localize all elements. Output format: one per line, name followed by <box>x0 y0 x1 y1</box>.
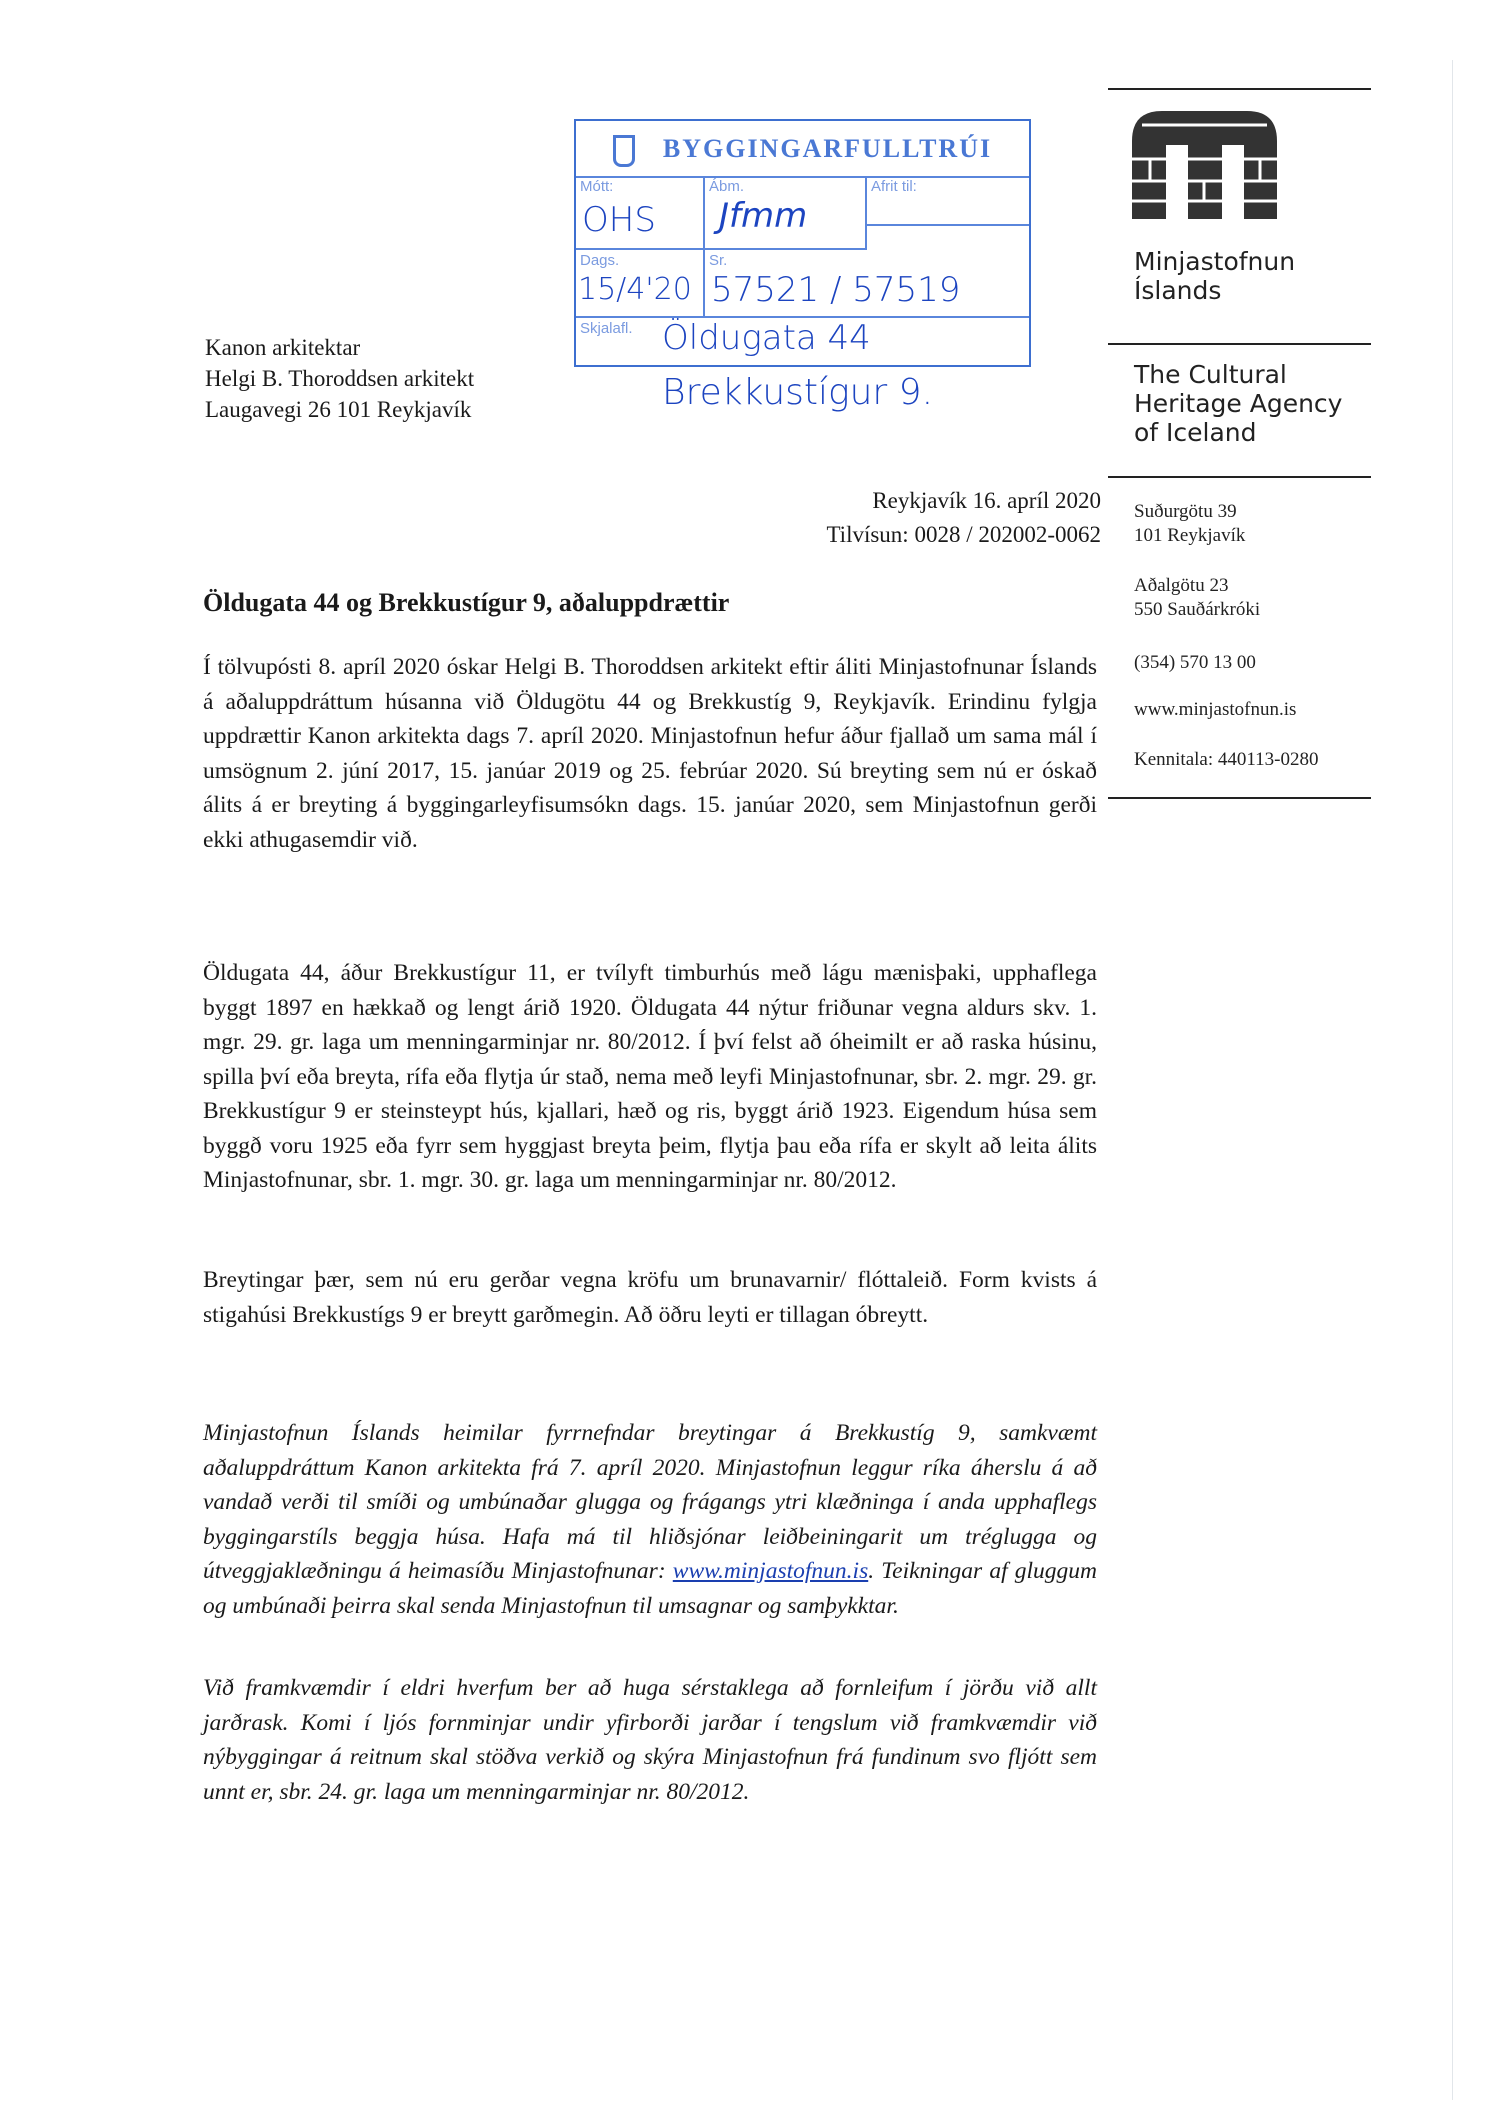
received-stamp <box>574 119 1031 367</box>
shield-icon <box>613 135 635 167</box>
website: www.minjastofnun.is <box>1134 699 1297 720</box>
minjastofnun-logo-icon <box>1132 111 1277 219</box>
stamp-cell-afrit: Afrit til: <box>867 176 1029 226</box>
org-name-icelandic: Minjastofnun Íslands <box>1134 247 1296 305</box>
recipient-address <box>205 332 474 425</box>
handwritten-case-number: 57521 / 57519 <box>711 270 961 310</box>
website-link[interactable]: www.minjastofnun.is <box>672 1558 869 1584</box>
stamp-cell-skjalafl: Skjalafl. Öldugata 44 <box>580 318 871 358</box>
paragraph-4: Minjastofnun Íslands heimilar fyrrnefndar breytingar á Brekkustíg 9, samkvæmt aðaluppdráttum Kanon arkitekta frá 7. apríl 2020. Minjastofnun leggur ríka áherslu á að vandað verði til smíði og umbúnaðar glugga og frágangs ytri klæðninga í anda upphaflegs byggingarstíls beggja húsa. Hafa má til hliðsjónar leiðbeiningarit um tréglugga og útveggjaklæðningu á heimasíðu Minjastofnunar: www.minjastofnun.is. Teikningar af gluggum og umbúnaði þeirra skal senda Minjastofnun til umsagnar og samþykktar. <box>203 1420 1097 1619</box>
stamp-cell-mott: Mótt: OHS <box>576 176 705 250</box>
address-reykjavik: Suðurgötu 39 101 Reykjavík <box>1134 501 1246 546</box>
divider <box>1108 88 1371 90</box>
letter-title: Öldugata 44 og Brekkustígur 9, aðaluppdrættir <box>203 588 730 617</box>
recipient-line: Kanon arkitektar <box>205 335 361 360</box>
handwritten-filing: Öldugata 44 <box>662 318 871 358</box>
kennitala: Kennitala: 440113-0280 <box>1134 749 1319 770</box>
handwritten-mott: OHS <box>582 200 656 240</box>
stamp-cell-abm: Ábm. Jfmm <box>705 176 867 250</box>
scan-edge-line <box>1452 60 1453 2100</box>
paragraph-1: Í tölvupósti 8. apríl 2020 óskar Helgi B. Thoroddsen arkitekt eftir áliti Minjastofnunar Íslands á aðaluppdráttum húsanna við Öldugötu 44 og Brekkustíg 9, Reykjavík. Erindinu fylgja uppdrættir Kanon arkitekta dags 7. apríl 2020. Minjastofnun hefur áður fjallað um sama mál í umsögnum 2. júní 2017, 15. janúar 2019 og 25. febrúar 2020. Sú breyting sem nú er óskað álits á er breyting á byggingarleyfisumsókn dags. 15. janúar 2020, sem Minjastofnun gerði ekki athugasemdir við. <box>203 654 1097 853</box>
stamp-cell-sr: Sr. 57521 / 57519 <box>705 250 1029 318</box>
address-saudarkroki: Aðalgötu 23 550 Sauðárkróki <box>1134 575 1261 620</box>
paragraph-3: Breytingar þær, sem nú eru gerðar vegna kröfu um brunavarnir/ flóttaleið. Form kvists á stigahúsi Brekkustígs 9 er breytt garðmegin. Að öðru leyti er tillagan óbreytt. <box>203 1267 1097 1328</box>
stamp-title: BYGGINGARFULLTRÚI <box>576 121 1029 178</box>
paragraph-5: Við framkvæmdir í eldri hverfum ber að huga sérstaklega að fornleifum í jörðu við allt jarðrask. Komi í ljós fornminjar undir yfirborði jarðar í tengslum við framkvæmdir við nýbyggingar á reitnum skal stöðva verkið og skýra Minjastofnun frá fundinum svo fljótt sem unnt er, sbr. 24. gr. laga um menningarminjar nr. 80/2012. <box>203 1675 1097 1805</box>
letter-date: Reykjavík 16. apríl 2020 <box>872 488 1101 513</box>
handwritten-abm: Jfmm <box>719 196 808 236</box>
divider <box>1108 797 1371 799</box>
divider <box>1108 476 1371 478</box>
date-reference-block <box>826 484 1101 552</box>
org-name-english: The Cultural Heritage Agency of Iceland <box>1134 360 1343 447</box>
recipient-line: Helgi B. Thoroddsen arkitekt <box>205 366 475 391</box>
phone: (354) 570 13 00 <box>1134 652 1256 673</box>
reference-number: Tilvísun: 0028 / 202002-0062 <box>826 522 1101 547</box>
paragraph-2: Öldugata 44, áður Brekkustígur 11, er tvílyft timburhús með lágu mænisþaki, upphaflega byggt 1897 en hækkað og lengt árið 1920. Öldugata 44 nýtur friðunar vegna aldurs skv. 1. mgr. 29. gr. laga um menningarminjar nr. 80/2012. Í því felst að óheimilt er að raska húsinu, spilla því eða breyta, rífa eða flytja úr stað, nema með leyfi Minjastofnunar, sbr. 2. mgr. 29. gr. Brekkustígur 9 er steinsteypt hús, kjallari, hæð og ris, byggt árið 1923. Eigendum húsa sem byggð voru 1925 eða fyrr sem hyggjast breyta þeim, flytja þau eða rífa er skylt að leita álits Minjastofnunar, sbr. 1. mgr. 30. gr. laga um menningarminjar nr. 80/2012. <box>203 960 1097 1193</box>
handwritten-note: Brekkustígur 9. <box>662 372 934 413</box>
stamp-cell-dags: Dags. 15/4'20 <box>576 250 705 318</box>
divider <box>1108 343 1371 345</box>
handwritten-date: 15/4'20 <box>578 272 692 307</box>
recipient-line: Laugavegi 26 101 Reykjavík <box>205 397 472 422</box>
